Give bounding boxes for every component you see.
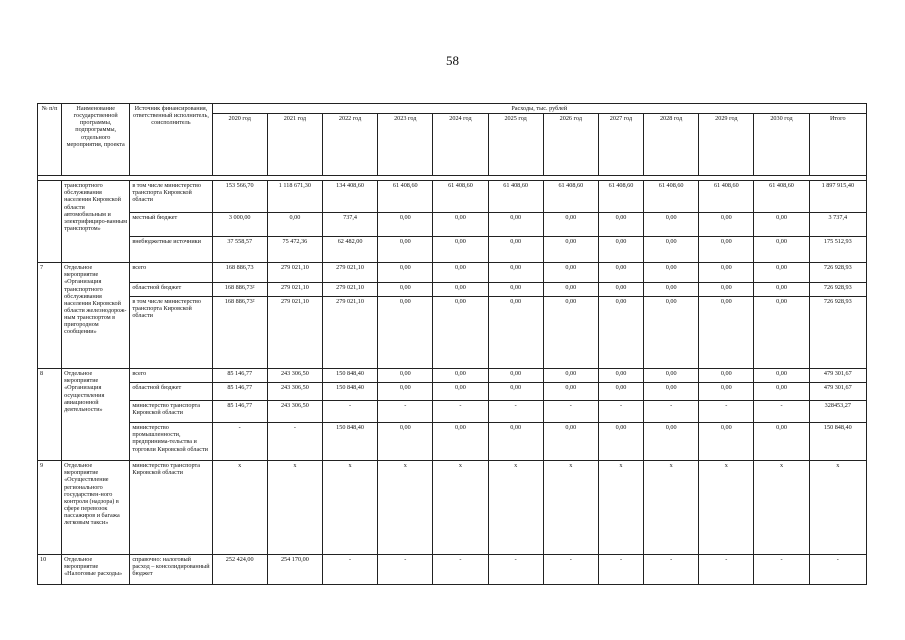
- value-year: x: [644, 461, 699, 555]
- value-year: x: [322, 461, 377, 555]
- value-year: -: [598, 555, 643, 585]
- table-row: [38, 461, 867, 555]
- value-year: 0,00: [754, 369, 809, 383]
- header-year: 2020 год: [212, 114, 267, 176]
- value-year: 0,00: [433, 263, 488, 283]
- value-year: x: [267, 461, 322, 555]
- value-year: 0,00: [699, 283, 754, 297]
- header-year: 2022 год: [322, 114, 377, 176]
- value-year: 85 146,77: [212, 401, 267, 423]
- table-row: [38, 369, 867, 383]
- value-year: -: [212, 423, 267, 461]
- value-year: 0,00: [644, 297, 699, 369]
- header-year: 2025 год: [488, 114, 543, 176]
- value-year: 3 000,00: [212, 213, 267, 237]
- value-year: 0,00: [433, 237, 488, 263]
- value-year: 0,00: [378, 383, 433, 401]
- value-year: -: [644, 401, 699, 423]
- value-year: -: [378, 555, 433, 585]
- value-year: 252 424,00: [212, 555, 267, 585]
- value-total: 328453,27: [809, 401, 866, 423]
- header-year: 2028 год: [644, 114, 699, 176]
- value-year: 153 566,70: [212, 181, 267, 213]
- value-year: 0,00: [488, 213, 543, 237]
- value-year: 0,00: [543, 297, 598, 369]
- value-year: 150 848,40: [322, 383, 377, 401]
- value-year: 243 306,50: [267, 383, 322, 401]
- value-year: 61 408,60: [754, 181, 809, 213]
- funding-source: внебюджетные источники: [130, 237, 212, 263]
- value-year: 61 408,60: [488, 181, 543, 213]
- measure-name: Отдельное мероприятие «Организация транспортного обслуживания населения Кировской области железнодорож-ным транспортом в пригородном сообщении»: [62, 263, 130, 369]
- value-year: -: [322, 555, 377, 585]
- value-year: x: [212, 461, 267, 555]
- value-year: 0,00: [378, 263, 433, 283]
- value-year: 61 408,60: [543, 181, 598, 213]
- header-year: Итого: [809, 114, 866, 176]
- value-year: 0,00: [433, 369, 488, 383]
- value-year: 61 408,60: [598, 181, 643, 213]
- value-year: 0,00: [644, 423, 699, 461]
- budget-table: [37, 103, 867, 585]
- value-year: -: [488, 401, 543, 423]
- value-year: 279 021,10: [267, 283, 322, 297]
- header-year: 2029 год: [699, 114, 754, 176]
- table-row: [38, 383, 867, 401]
- header-year: 2027 год: [598, 114, 643, 176]
- value-year: -: [543, 401, 598, 423]
- value-year: 0,00: [433, 283, 488, 297]
- funding-source: министерство транспорта Кировской области: [130, 461, 212, 555]
- value-year: 0,00: [754, 383, 809, 401]
- value-year: 0,00: [754, 283, 809, 297]
- value-year: 37 558,57: [212, 237, 267, 263]
- measure-name: Отдельное мероприятие «Осуществление регионального государствен-ного контроля (надзора) в сфере перевозок пассажиров и багажа легковым такси»: [62, 461, 130, 555]
- value-year: 61 408,60: [433, 181, 488, 213]
- value-year: 0,00: [543, 383, 598, 401]
- header-year: 2026 год: [543, 114, 598, 176]
- measure-name: Отдельное мероприятие «Организация осуществления авиационной деятельности»: [62, 369, 130, 461]
- value-year: 150 848,40: [322, 423, 377, 461]
- row-number: 9: [38, 461, 62, 555]
- value-year: 0,00: [378, 237, 433, 263]
- header-source: Источник финансирования, ответственный исполнитель, соисполнитель: [130, 104, 212, 176]
- value-year: 254 170,00: [267, 555, 322, 585]
- value-year: 0,00: [378, 423, 433, 461]
- row-number: 8: [38, 369, 62, 461]
- value-year: 0,00: [378, 297, 433, 369]
- value-year: 0,00: [543, 237, 598, 263]
- value-year: 0,00: [754, 213, 809, 237]
- table-row: [38, 283, 867, 297]
- value-year: 0,00: [433, 213, 488, 237]
- value-year: 0,00: [598, 383, 643, 401]
- value-year: 85 146,77: [212, 369, 267, 383]
- funding-source: всего: [130, 369, 212, 383]
- table-row: [38, 213, 867, 237]
- value-year: 134 408,60: [322, 181, 377, 213]
- table-row: [38, 237, 867, 263]
- value-year: 0,00: [488, 369, 543, 383]
- value-total: 726 928,93: [809, 283, 866, 297]
- value-year: 279 021,10: [267, 297, 322, 369]
- value-year: x: [598, 461, 643, 555]
- header-year: 2024 год: [433, 114, 488, 176]
- value-year: 243 306,50: [267, 369, 322, 383]
- funding-source: министерство транспорта Кировской области: [130, 401, 212, 423]
- value-year: 0,00: [644, 213, 699, 237]
- value-year: 61 408,60: [378, 181, 433, 213]
- value-year: 0,00: [267, 213, 322, 237]
- value-year: 168 886,73²: [212, 283, 267, 297]
- value-year: 0,00: [543, 213, 598, 237]
- value-total: x: [809, 461, 866, 555]
- value-year: 279 021,10: [322, 283, 377, 297]
- header-year: 2030 год: [754, 114, 809, 176]
- value-year: 0,00: [754, 263, 809, 283]
- value-year: 0,00: [543, 369, 598, 383]
- value-year: 0,00: [488, 423, 543, 461]
- value-year: 0,00: [378, 369, 433, 383]
- value-year: 0,00: [488, 263, 543, 283]
- value-year: 0,00: [699, 369, 754, 383]
- value-year: 0,00: [488, 237, 543, 263]
- value-year: -: [543, 555, 598, 585]
- value-total: 3 737,4: [809, 213, 866, 237]
- funding-source: в том числе министерство транспорта Кировской области: [130, 297, 212, 369]
- header-expenses: Расходы, тыс. рублей: [212, 104, 866, 114]
- value-year: 0,00: [598, 283, 643, 297]
- value-year: -: [754, 401, 809, 423]
- value-year: 1 118 671,30: [267, 181, 322, 213]
- value-year: 0,00: [644, 369, 699, 383]
- page-number: 58: [446, 53, 459, 68]
- value-total: 175 512,93: [809, 237, 866, 263]
- value-year: 0,00: [598, 297, 643, 369]
- value-year: 0,00: [644, 283, 699, 297]
- value-year: 0,00: [644, 237, 699, 263]
- value-year: 61 408,60: [644, 181, 699, 213]
- value-year: -: [644, 555, 699, 585]
- value-year: 61 408,60: [699, 181, 754, 213]
- value-year: x: [699, 461, 754, 555]
- header-year: 2023 год: [378, 114, 433, 176]
- table-row: [38, 263, 867, 283]
- value-year: 0,00: [598, 423, 643, 461]
- value-year: -: [754, 555, 809, 585]
- value-year: 0,00: [699, 213, 754, 237]
- value-year: 0,00: [644, 383, 699, 401]
- table-row: [38, 181, 867, 213]
- value-year: 0,00: [488, 297, 543, 369]
- value-year: 279 021,10: [267, 263, 322, 283]
- value-total: 726 928,93: [809, 297, 866, 369]
- value-year: 75 472,36: [267, 237, 322, 263]
- value-year: 0,00: [543, 423, 598, 461]
- value-year: 0,00: [598, 369, 643, 383]
- value-year: 0,00: [598, 237, 643, 263]
- value-year: 0,00: [699, 383, 754, 401]
- table-row: [38, 423, 867, 461]
- value-total: 479 301,67: [809, 383, 866, 401]
- funding-source: министерство промышленности, предпринима-тельства и торговли Кировской области: [130, 423, 212, 461]
- value-year: -: [488, 555, 543, 585]
- value-year: 62 482,00: [322, 237, 377, 263]
- value-year: -: [699, 401, 754, 423]
- value-year: 0,00: [433, 383, 488, 401]
- value-year: 0,00: [754, 237, 809, 263]
- value-year: 168 886,73: [212, 263, 267, 283]
- value-year: 737,4: [322, 213, 377, 237]
- value-year: 85 146,77: [212, 383, 267, 401]
- value-year: 168 886,73²: [212, 297, 267, 369]
- value-year: 0,00: [699, 263, 754, 283]
- value-year: 0,00: [378, 213, 433, 237]
- funding-source: в том числе министерство транспорта Кировской области: [130, 181, 212, 213]
- funding-source: справочно: налоговый расход – консолидированный бюджет: [130, 555, 212, 585]
- value-year: x: [543, 461, 598, 555]
- value-year: 279 021,10: [322, 263, 377, 283]
- value-year: 0,00: [488, 283, 543, 297]
- header-year: 2021 год: [267, 114, 322, 176]
- value-year: 150 848,40: [322, 369, 377, 383]
- value-year: -: [267, 423, 322, 461]
- table-row: [38, 555, 867, 585]
- value-year: 0,00: [543, 263, 598, 283]
- row-number: [38, 181, 62, 263]
- value-year: 0,00: [598, 213, 643, 237]
- value-total: 726 928,93: [809, 263, 866, 283]
- value-year: x: [433, 461, 488, 555]
- measure-name: транспортного обслуживания населения Кировской области автомобильным и электрифициро-ванным транспортом»: [62, 181, 130, 263]
- funding-source: местный бюджет: [130, 213, 212, 237]
- value-year: 279 021,10: [322, 297, 377, 369]
- value-total: 1 897 915,40: [809, 181, 866, 213]
- value-year: 0,00: [754, 423, 809, 461]
- value-year: 0,00: [543, 283, 598, 297]
- funding-source: областной бюджет: [130, 383, 212, 401]
- value-year: -: [598, 401, 643, 423]
- value-year: 243 306,50: [267, 401, 322, 423]
- table-row: [38, 401, 867, 423]
- value-year: 0,00: [378, 283, 433, 297]
- value-year: 0,00: [433, 423, 488, 461]
- value-year: 0,00: [433, 297, 488, 369]
- value-year: 0,00: [754, 297, 809, 369]
- value-year: x: [754, 461, 809, 555]
- value-total: 479 301,67: [809, 369, 866, 383]
- value-year: 0,00: [699, 297, 754, 369]
- value-year: 0,00: [699, 423, 754, 461]
- value-year: -: [699, 555, 754, 585]
- funding-source: всего: [130, 263, 212, 283]
- funding-source: областной бюджет: [130, 283, 212, 297]
- header-name: Наименование государственной программы, подпрограммы, отдельного мероприятия, проекта: [62, 104, 130, 176]
- value-year: -: [322, 401, 377, 423]
- value-year: 0,00: [699, 237, 754, 263]
- value-total: 150 848,40: [809, 423, 866, 461]
- value-year: -: [378, 401, 433, 423]
- row-number: 10: [38, 555, 62, 585]
- table-row: [38, 297, 867, 369]
- measure-name: Отдельное мероприятие «Налоговые расходы»: [62, 555, 130, 585]
- value-year: x: [378, 461, 433, 555]
- value-year: -: [433, 401, 488, 423]
- value-year: -: [433, 555, 488, 585]
- row-number: 7: [38, 263, 62, 369]
- value-year: 0,00: [644, 263, 699, 283]
- value-total: -: [809, 555, 866, 585]
- value-year: x: [488, 461, 543, 555]
- header-number: № п/п: [38, 104, 62, 176]
- value-year: 0,00: [598, 263, 643, 283]
- value-year: 0,00: [488, 383, 543, 401]
